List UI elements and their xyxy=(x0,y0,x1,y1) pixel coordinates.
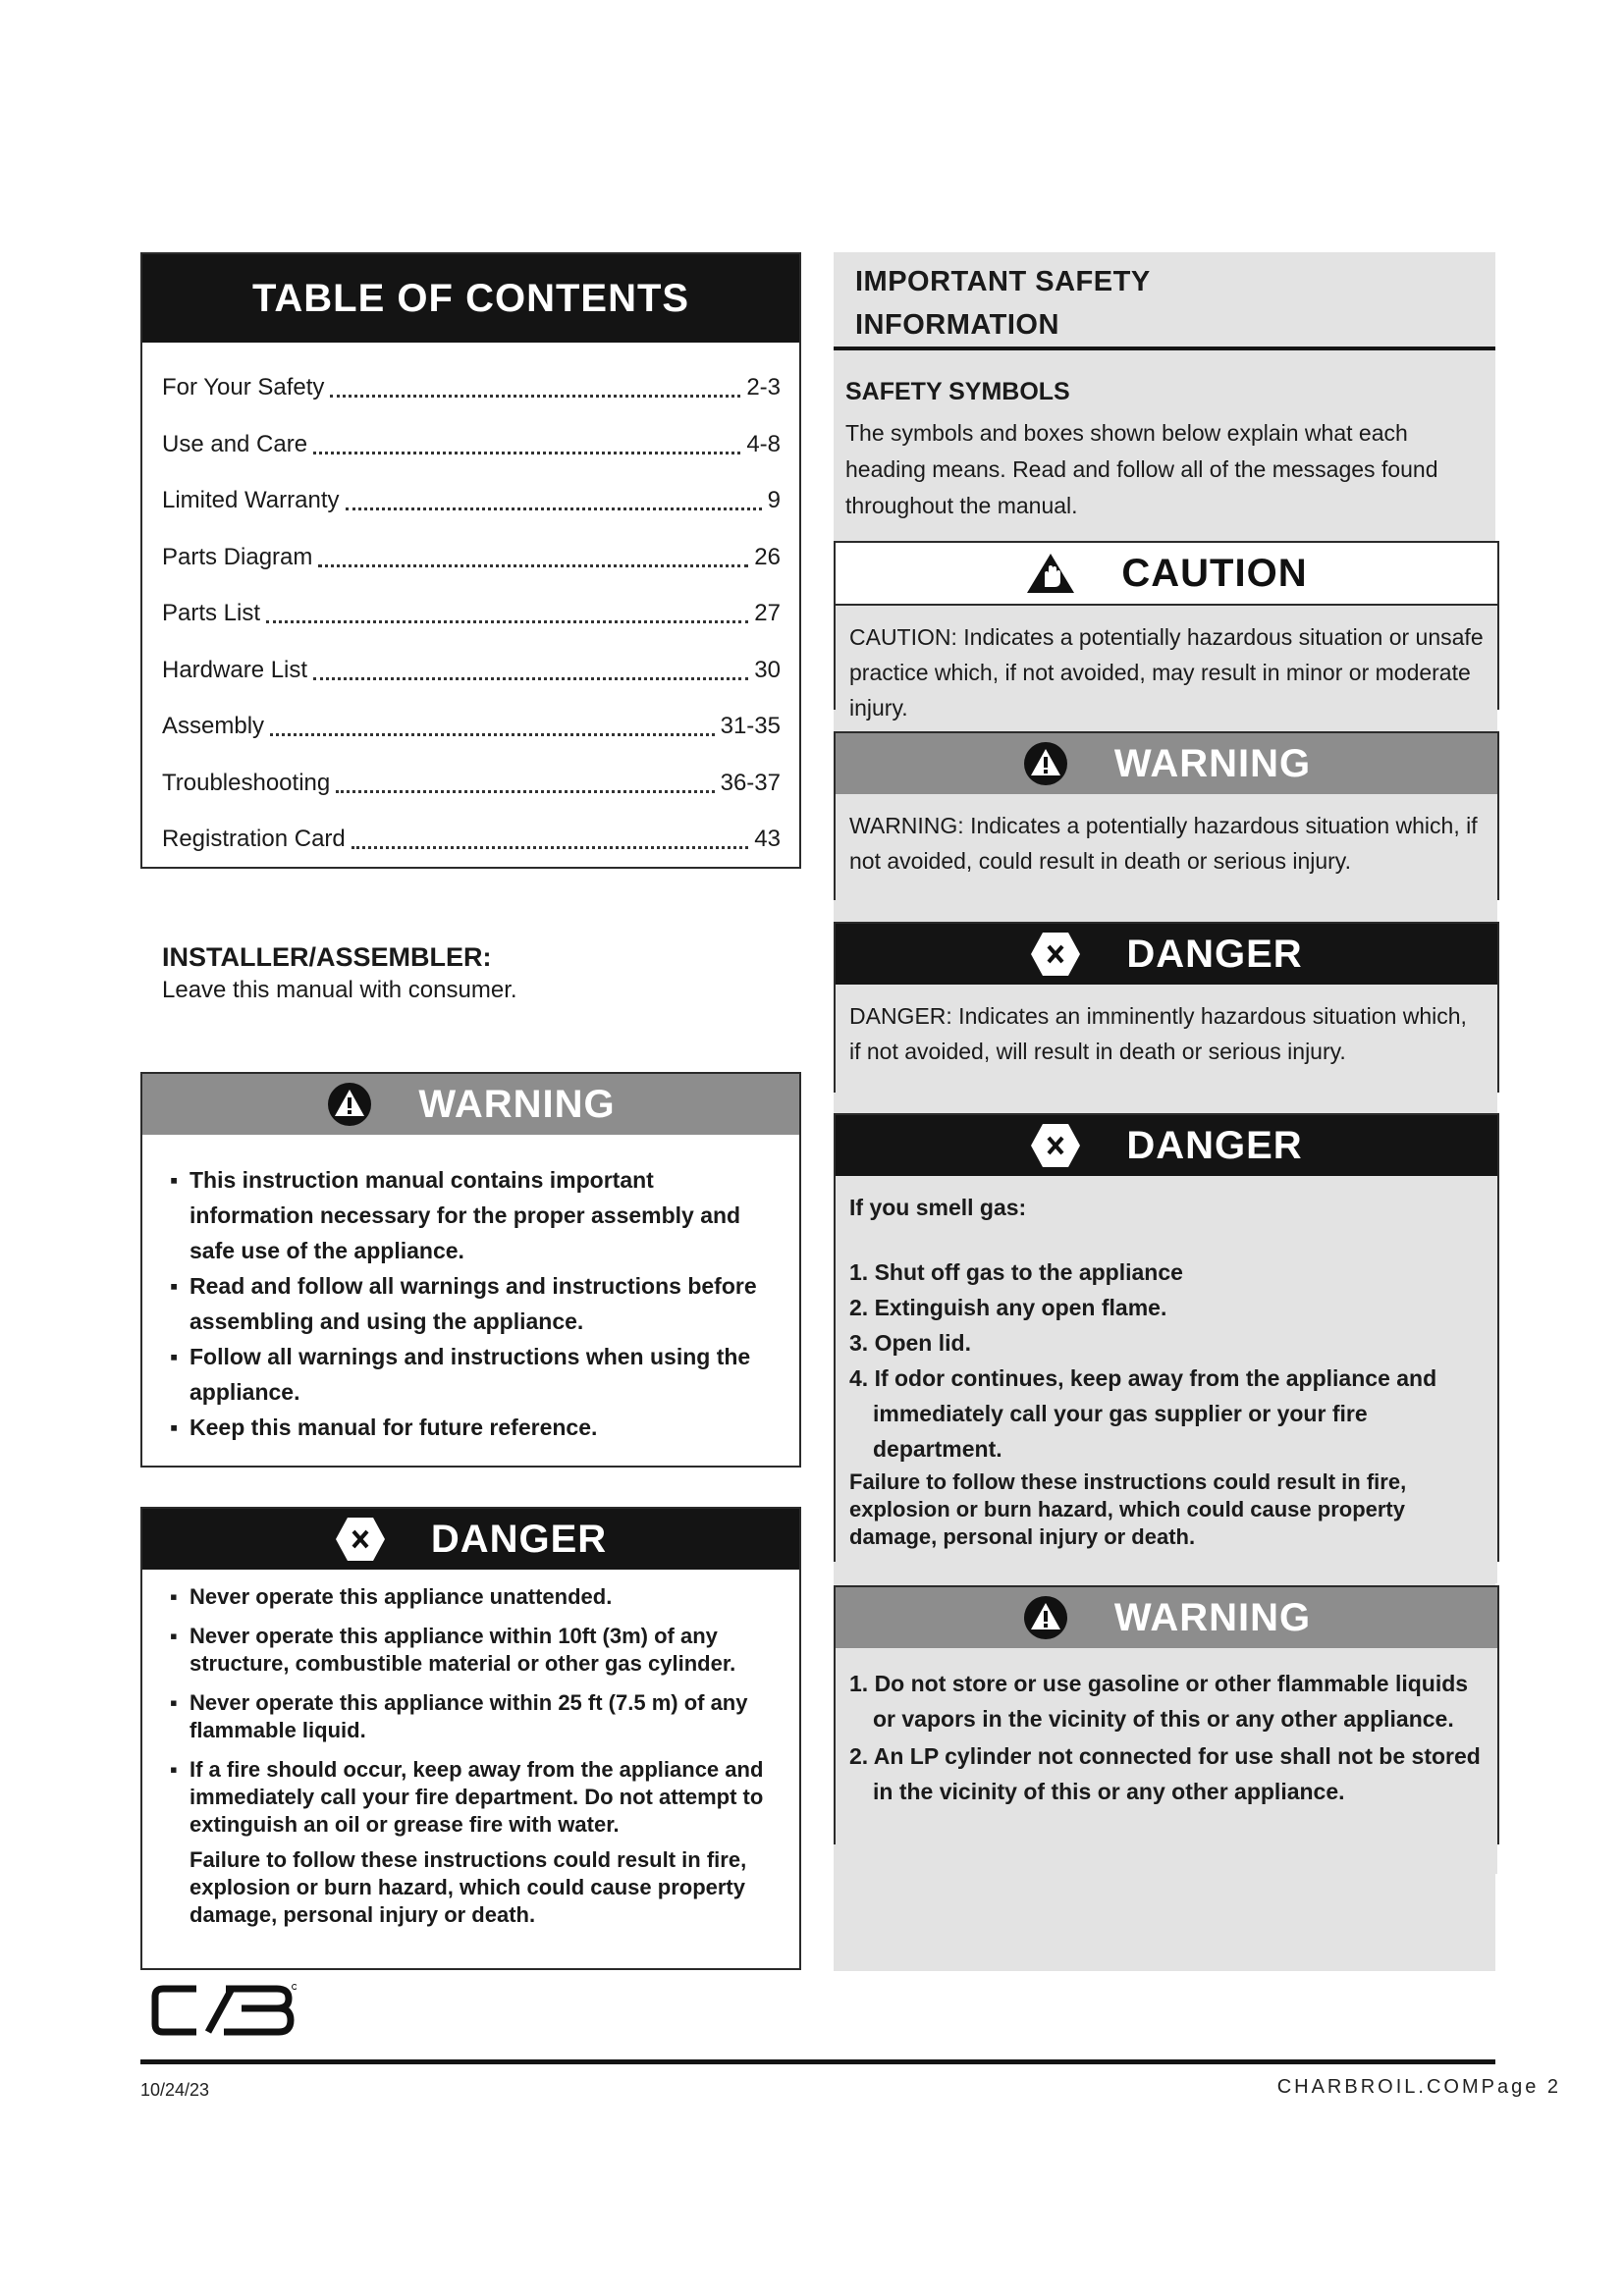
toc-entry[interactable]: Troubleshooting 36-37 xyxy=(162,770,781,796)
danger-header: DANGER xyxy=(142,1509,799,1570)
lp-warning-box xyxy=(834,1585,1499,1844)
warning-header: WARNING xyxy=(142,1074,799,1135)
list-item: ▪ Never operate this appliance within 25 ft (7.5 m) of any flammable liquid. xyxy=(170,1689,772,1744)
warning-box xyxy=(140,1072,801,1468)
footer-date: 10/24/23 xyxy=(140,2080,210,2100)
toc-entry[interactable]: Limited Warranty 9 xyxy=(162,487,781,513)
warning-triangle-icon xyxy=(1022,740,1069,787)
list-item: ▪ Keep this manual for future reference. xyxy=(170,1410,772,1445)
caution-body: CAUTION: Indicates a potentially hazardous situation or unsafe practice which, if not avoided, may result in minor or moderate injury. xyxy=(836,606,1497,735)
list-item: ▪ If a fire should occur, keep away from the appliance and immediately call your fire department. Do not attempt to extinguish an oil or grease fire with water. xyxy=(170,1756,772,1839)
gas-intro: If you smell gas: xyxy=(849,1195,1027,1220)
danger-body: DANGER: Indicates an imminently hazardous situation which, if not avoided, will result in death or serious injury. xyxy=(836,985,1497,1114)
danger-x-icon xyxy=(1030,1122,1081,1169)
warning-header: WARNING xyxy=(836,1587,1497,1648)
list-item: 1. Shut off gas to the appliance xyxy=(849,1259,1183,1285)
installer-title: INSTALLER/ASSEMBLER: xyxy=(162,942,492,972)
danger-definition-box xyxy=(834,922,1499,1093)
safety-information-panel xyxy=(834,252,1495,1971)
list-item: ▪ This instruction manual contains important information necessary for the proper assembly and safe use of the appliance. xyxy=(170,1162,772,1268)
list-item: ▪ Read and follow all warnings and instructions before assembling and using the appliance. xyxy=(170,1268,772,1339)
danger-box xyxy=(140,1507,801,1970)
divider xyxy=(834,347,1495,350)
list-item: 2. An LP cylinder not connected for use shall not be stored in the vicinity of this or any other appliance. xyxy=(849,1743,1481,1804)
toc-entry[interactable]: Parts List 27 xyxy=(162,600,781,626)
warning-body: WARNING: Indicates a potentially hazardous situation which, if not avoided, could result in death or serious injury. xyxy=(836,794,1497,922)
warning-definition-box xyxy=(834,731,1499,900)
footer-rule xyxy=(140,2059,1495,2064)
caution-definition-box xyxy=(834,541,1499,721)
gas-danger-box xyxy=(834,1113,1499,1562)
page-title: IMPORTANT SAFETY INFORMATION xyxy=(855,266,1151,341)
toc-entry[interactable]: For Your Safety 2-3 xyxy=(162,374,781,400)
list-item: 2. Extinguish any open flame. xyxy=(849,1295,1167,1320)
list-item: ▪ Never operate this appliance unattended. xyxy=(170,1583,772,1611)
toc-title: TABLE OF CONTENTS xyxy=(142,254,799,343)
list-item: 3. Open lid. xyxy=(849,1330,971,1356)
footer-site-page[interactable]: CHARBROIL.COMPage 2 xyxy=(1276,2076,1561,2098)
warning-header: WARNING xyxy=(836,733,1497,794)
warning-triangle-icon xyxy=(326,1081,373,1128)
danger-x-icon xyxy=(335,1516,386,1563)
hand-stop-icon xyxy=(1025,552,1076,595)
toc-entry[interactable]: Hardware List 30 xyxy=(162,657,781,683)
toc-entry[interactable]: Assembly 31-35 xyxy=(162,713,781,739)
caution-header: CAUTION xyxy=(836,543,1497,606)
danger-header: DANGER xyxy=(836,924,1497,985)
gas-footer: Failure to follow these instructions could result in fire, explosion or burn hazard, which could cause property damage, personal injury or death. xyxy=(849,1469,1407,1549)
list-item: 4. If odor continues, keep away from the appliance and immediately call your gas supplier or your fire department. xyxy=(849,1365,1437,1462)
table-of-contents xyxy=(140,252,801,869)
list-item: 1. Do not store or use gasoline or other flammable liquids or vapors in the vicinity of this or any other appliance. xyxy=(849,1671,1469,1732)
safety-symbols-body: The symbols and boxes shown below explain what each heading means. Read and follow all of the messages found throughout the manual. xyxy=(845,420,1438,518)
toc-entry[interactable]: Use and Care 4-8 xyxy=(162,431,781,457)
toc-entry[interactable]: Parts Diagram 26 xyxy=(162,544,781,570)
toc-entry[interactable]: Registration Card 43 xyxy=(162,826,781,852)
installer-body: Leave this manual with consumer. xyxy=(162,977,517,1003)
list-item: ▪ Never operate this appliance within 10ft (3m) of any structure, combustible material or other gas cylinder. xyxy=(170,1623,772,1678)
danger-x-icon xyxy=(1030,931,1081,978)
danger-footer: Failure to follow these instructions could result in fire, explosion or burn hazard, which could cause property damage, personal injury or death. xyxy=(189,1847,747,1927)
safety-symbols-heading: SAFETY SYMBOLS xyxy=(845,378,1070,405)
installer-note xyxy=(162,940,771,1007)
charbroil-logo xyxy=(149,1981,297,2045)
warning-triangle-icon xyxy=(1022,1594,1069,1641)
danger-header: DANGER xyxy=(836,1115,1497,1176)
list-item: ▪ Follow all warnings and instructions when using the appliance. xyxy=(170,1339,772,1410)
